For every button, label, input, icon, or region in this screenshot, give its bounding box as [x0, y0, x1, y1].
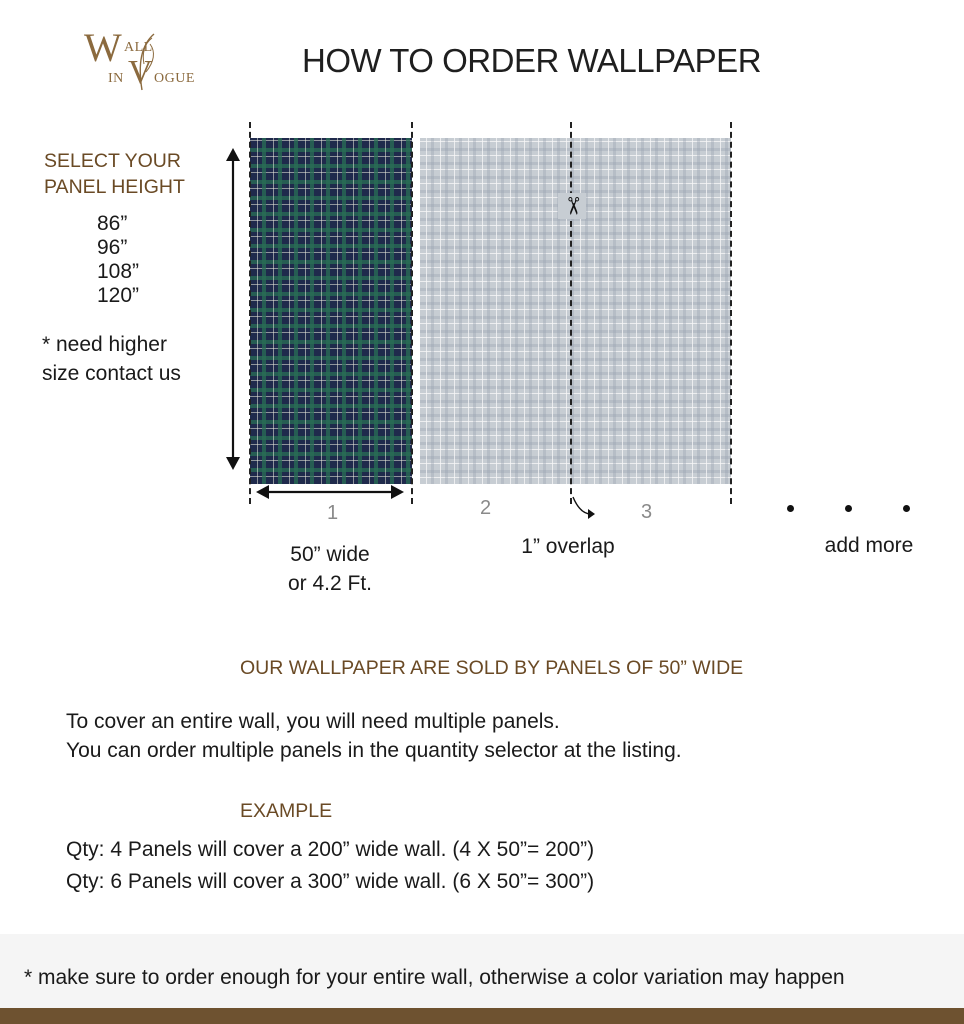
height-option: 120” — [97, 284, 140, 307]
panel-height-options — [97, 212, 139, 308]
info-line-2: You can order multiple panels in the quantity selector at the listing. — [66, 739, 682, 762]
scissors-icon: ✂ — [558, 193, 586, 219]
overlap-arrow-icon — [570, 494, 600, 522]
width-arrow-icon — [256, 482, 404, 502]
example-line-1: Qty: 4 Panels will cover a 200” wide wall. (4 X 50”= 200”) — [66, 838, 595, 861]
bottom-accent-bar — [0, 1008, 964, 1024]
width-caption — [260, 540, 400, 598]
more-dot — [845, 505, 852, 512]
example-heading: EXAMPLE — [240, 800, 333, 822]
panel-number-1: 1 — [327, 502, 339, 524]
height-option: 86” — [97, 212, 128, 235]
panel-height-heading-line1: SELECT YOUR — [44, 150, 181, 172]
logo-text-in: IN — [108, 71, 124, 86]
width-caption-line2: or 4.2 Ft. — [287, 572, 373, 595]
panel-1-right-guide — [411, 122, 413, 504]
panel-height-heading-line2: PANEL HEIGHT — [44, 176, 185, 198]
more-dot — [903, 505, 910, 512]
feather-icon — [132, 32, 162, 94]
height-option: 96” — [97, 236, 128, 259]
info-line-1: To cover an entire wall, you will need multiple panels. — [66, 710, 560, 733]
height-option: 108” — [97, 260, 140, 283]
sold-by-panels-heading: OUR WALLPAPER ARE SOLD BY PANELS OF 50” WIDE — [240, 657, 744, 679]
add-more-caption: add more — [824, 534, 914, 557]
logo-letter-w: W — [84, 25, 122, 70]
logo-letter-v: V — [128, 54, 153, 91]
example-lines — [66, 834, 594, 898]
panel-1-left-guide — [249, 122, 251, 504]
page-title: HOW TO ORDER WALLPAPER — [302, 42, 762, 79]
contact-note — [42, 330, 181, 388]
brand-logo — [84, 25, 214, 98]
width-caption-line1: 50” wide — [290, 543, 370, 566]
contact-note-line1: * need higher — [42, 333, 167, 356]
logo-text-ogue: OGUE — [154, 71, 195, 86]
cut-line-guide — [570, 122, 572, 504]
wallpaper-panel-1 — [250, 138, 412, 484]
contact-note-line2: size contact us — [42, 362, 181, 385]
panel-height-heading — [44, 148, 185, 200]
info-text — [66, 707, 682, 765]
overlap-caption: 1” overlap — [521, 535, 615, 558]
wallpaper-panel-2-3 — [420, 138, 731, 484]
panel-number-2: 2 — [480, 497, 492, 519]
footer-note: * make sure to order enough for your entire wall, otherwise a color variation may happen — [24, 966, 845, 989]
panel-3-right-guide — [730, 122, 732, 504]
logo-text-all: ALL — [124, 40, 153, 55]
height-arrow-icon — [222, 148, 244, 470]
example-line-2: Qty: 6 Panels will cover a 300” wide wall. (6 X 50”= 300”) — [66, 870, 595, 893]
more-dot — [787, 505, 794, 512]
panel-number-3: 3 — [641, 501, 653, 523]
